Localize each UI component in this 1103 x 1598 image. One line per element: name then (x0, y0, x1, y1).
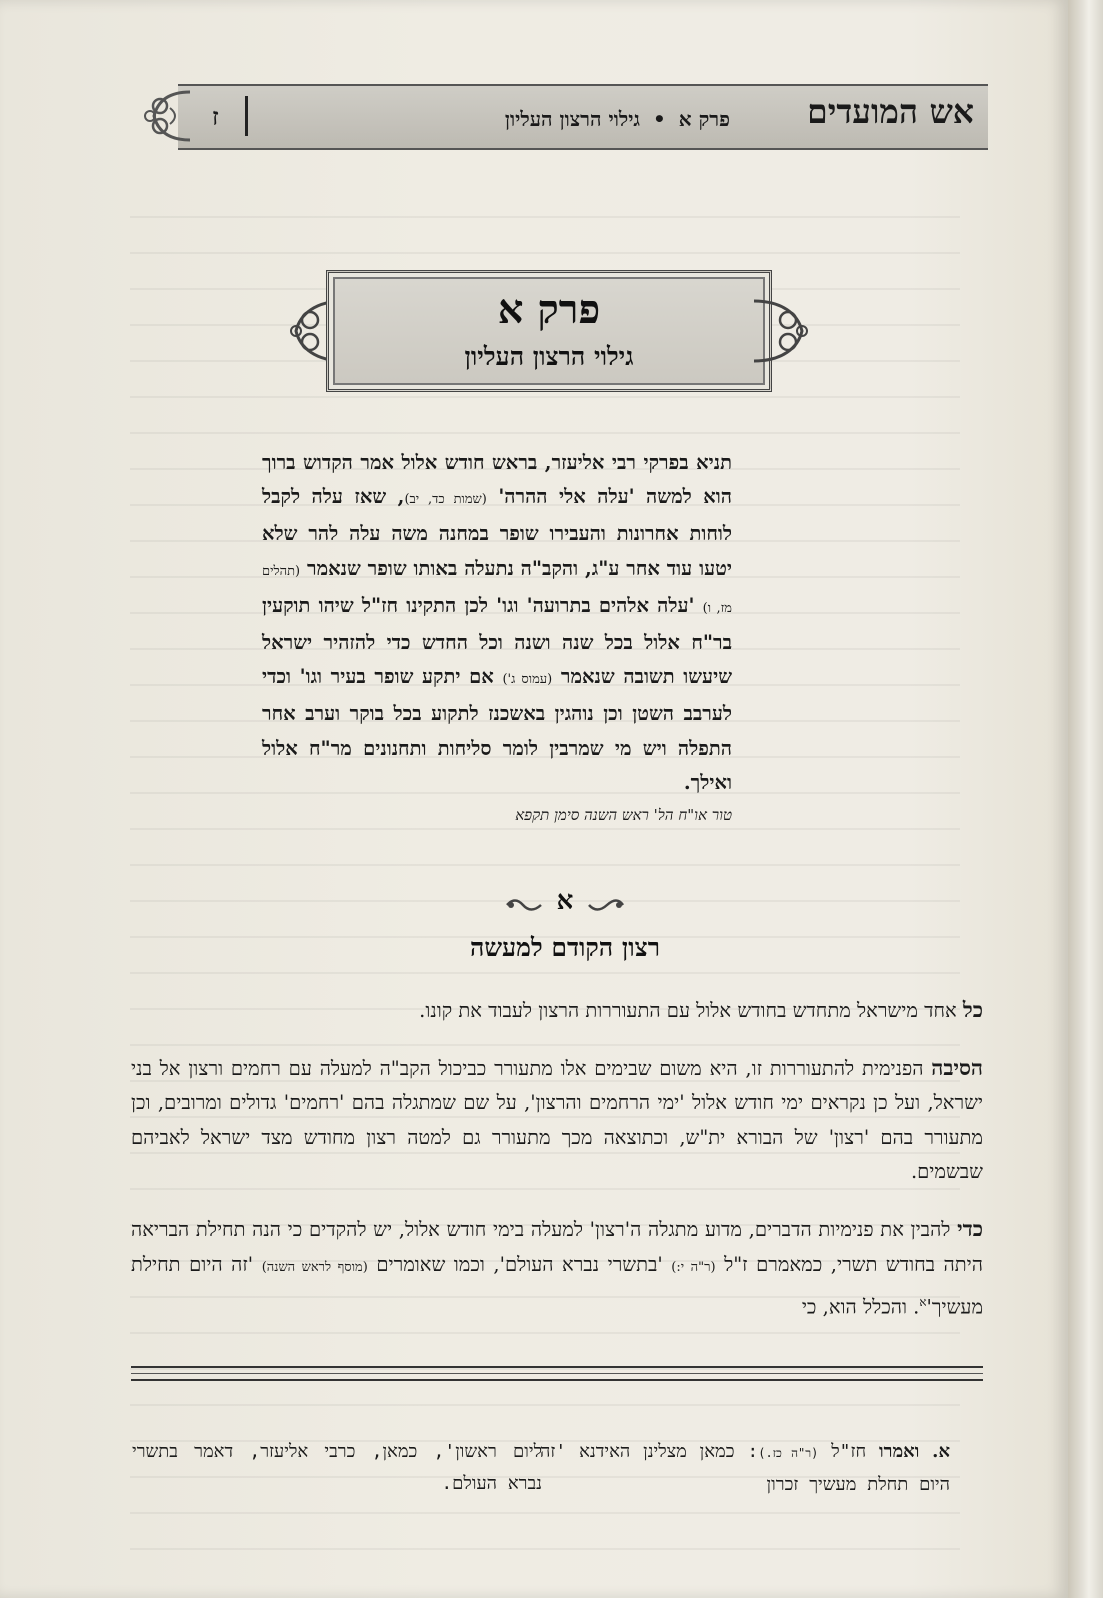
opening-quote (262, 446, 732, 800)
paragraph-text: הפנימית להתעוררות זו, היא משום שבימים אלו מתעורר כביכול הקב"ה למעלה עם רחמים ורצון אל בני ישראל, ועל כן נקראים ימי חודש אלול 'ימי הרחמים והרצון', על שם שמתגלה בהם 'רחמים' גדולים ומרובים, וכן מתעורר בהם 'רצון' של הבורא ית"ש, וכתוצאה מכך מתעורר גם למטה רצון מחודש מצד ישראל לאביהם שבשמים. (131, 1056, 983, 1184)
citation: (ר"ה י:) (671, 1259, 716, 1275)
paragraph-text: אחד מישראל מתחדש בחודש אלול עם התעוררות הרצון לעבוד את קונו. (419, 999, 963, 1022)
book-title: אש המועדים (807, 92, 974, 131)
citation: (מוסף לראש השנה) (261, 1259, 368, 1275)
quote-citation: (תהלים מז, ו) (262, 563, 732, 616)
footnote-text: : כמאן מצלינן האידנא 'זה היום תחלת מעשיך זכרון (540, 1441, 950, 1495)
quote-citation: (שמות כד, יב) (404, 492, 487, 508)
footnote-column-right (540, 1436, 950, 1501)
paragraph (131, 1212, 983, 1325)
footnote-column-left: ליום ראשון', כמאן, כרבי אליעזר, דאמר בתשרי נברא העולם. (132, 1441, 542, 1494)
quote-text: 'עלה אלהים בתרועה' וגו' לכן התקינו חז"ל שיהו תוקעין בר"ח אלול בכל שנה ושנה וכל החדש כדי להזהיר ישראל שיעשו תשובה שנאמר (262, 593, 733, 689)
footnote-rule-bottom (131, 1379, 983, 1381)
quote-text: תניא בפרקי רבי אליעזר, בראש חודש אלול אמר הקדוש ברוך הוא למשה 'עלה אלי ההרה' (262, 451, 732, 509)
footnote-lead-word: ואמרו (879, 1441, 920, 1462)
section-heading-ornament (505, 886, 625, 920)
paragraph (131, 993, 983, 1029)
footnote-number: א. (932, 1441, 950, 1462)
paragraph-lead-word: כדי (957, 1215, 983, 1241)
show-through-text (130, 190, 960, 1580)
section-title: רצון הקודם למעשה (469, 933, 661, 962)
footnote-text: חז"ל (818, 1441, 880, 1462)
paragraph (131, 1051, 983, 1190)
quote-source: טור או"ח הל' ראש השנה סימן תקפא (515, 806, 732, 824)
footnote-rule-mid (131, 1373, 983, 1374)
paragraph-lead-word: הסיבה (931, 1054, 983, 1080)
footnote-marker[interactable]: א (919, 1295, 927, 1310)
page-number-divider (245, 96, 248, 136)
quote-text: אם יתקע שופר בעיר וגו' וכדי לערבב השטן וכן נוהגין באשכנז לתקוע בכל בוקר וערב אחר התפלה ויש מי שמרבין לומר סליחות ותחנונים מר"ח אלול ואילך. (262, 665, 732, 794)
paragraph-text: . והכלל הוא, כי (801, 1295, 920, 1319)
quote-text: , שאז עלה לקבל לוחות אחרונות והעבירו שופר במחנה משה עלה להר שלא יטעו עוד אחר ע"ג, והקב"ה נתעלה באותו שופר שנאמר (262, 485, 732, 580)
paragraph-text: להבין את פנימיות הדברים, מדוע מתגלה ה'רצון' למעלה בימי חודש אלול, יש להקדים כי הנה תחילת הבריאה היתה בחודש תשרי, כמאמרם ז"ל (131, 1217, 983, 1276)
page-number: ז (212, 102, 219, 131)
running-header (140, 80, 988, 154)
chapter-label: פרק א (497, 286, 601, 333)
quote-citation: (עמוס ג') (502, 672, 553, 688)
paragraph-text: 'זה היום תחילת מעשיך' (131, 1252, 983, 1319)
section-letter: א (556, 886, 574, 916)
paragraph-lead-word: כל (962, 997, 983, 1022)
running-head-separator: • (653, 107, 666, 131)
footnote-citation: (ר"ה כז.) (758, 1446, 819, 1460)
paragraph-text: 'בתשרי נברא העולם', וכמו שאומרים (367, 1252, 672, 1276)
running-head-title: גילוי הרצון העליון (504, 107, 641, 131)
page-edge (1068, 0, 1103, 1598)
right-swirl-icon (587, 896, 625, 914)
body-text (131, 993, 983, 1347)
chapter-title: גילוי הרצון העליון (464, 342, 634, 371)
chapter-title-box (286, 270, 812, 392)
footnote-rule-top (131, 1366, 983, 1368)
header-ornament-icon (140, 88, 198, 144)
running-head-chapter: פרק א (678, 107, 730, 131)
running-head (505, 107, 730, 132)
